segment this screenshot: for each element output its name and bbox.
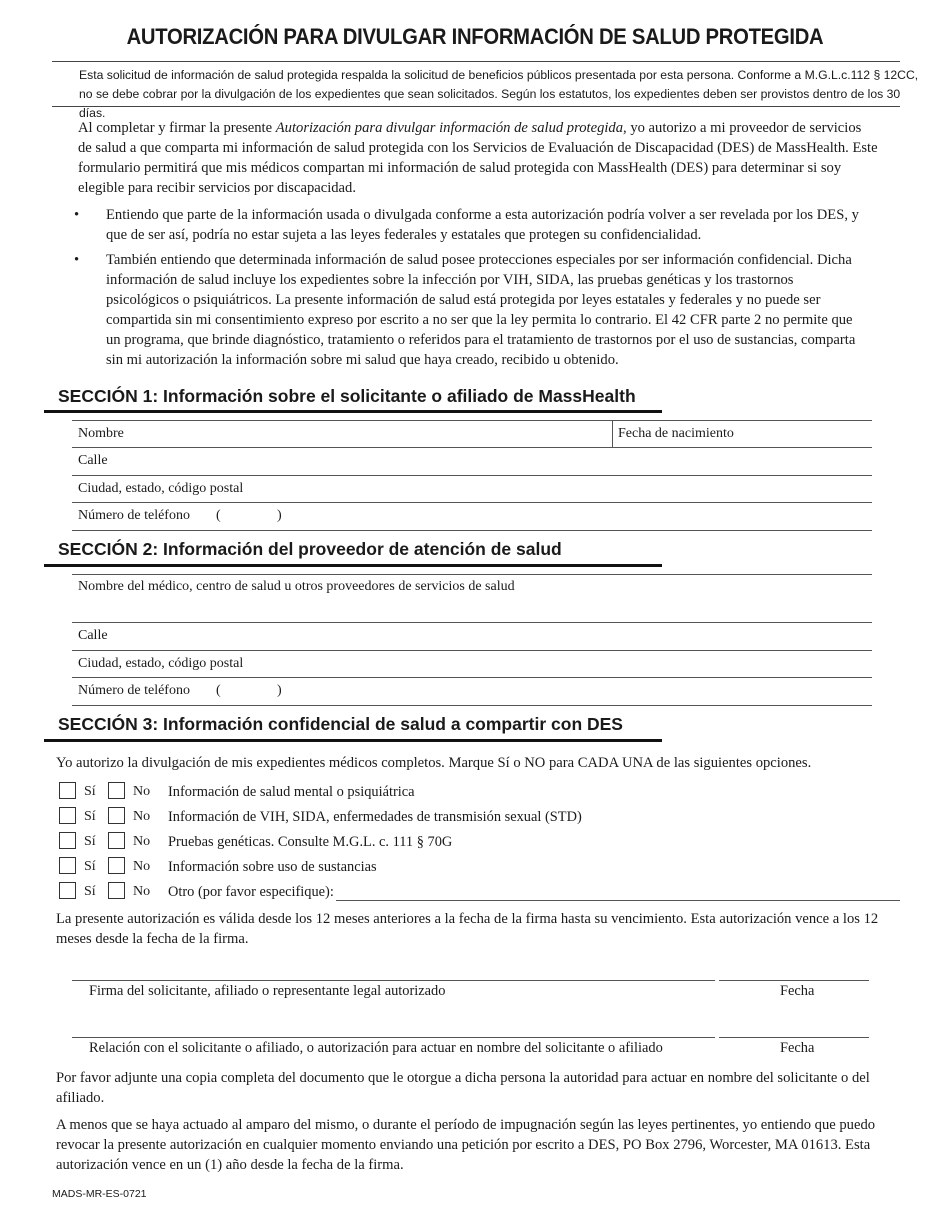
section2-bar — [44, 564, 662, 567]
field-line — [72, 475, 872, 476]
no-checkbox[interactable] — [108, 882, 125, 899]
form-code: MADS-MR-ES-0721 — [52, 1188, 147, 1200]
relationship-line[interactable] — [72, 1037, 715, 1038]
revoke-note: A menos que se haya actuado al amparo del mismo, o durante el período de impugnación según las leyes pertinentes, yo entiendo que puedo revocar la presente autorización en cualquier momento enviando una petición por escrito a DES, PO Box 2796, Worcester, MA 01613. Esta autorización vence en un (1) año desde la fecha de la firma. — [56, 1117, 876, 1173]
signature-label: Firma del solicitante, afiliado o representante legal autorizado — [89, 983, 446, 999]
yes-checkbox[interactable] — [59, 857, 76, 874]
field-divider — [612, 421, 613, 448]
section2-heading: SECCIÓN 2: Información del proveedor de atención de salud — [58, 539, 562, 559]
field-line — [72, 705, 872, 706]
section1-bar — [44, 410, 662, 413]
provider-name-label: Nombre del médico, centro de salud u otros proveedores de servicios de salud — [78, 579, 515, 594]
relationship-date-line[interactable] — [719, 1037, 869, 1038]
yes-label: Sí — [84, 809, 96, 824]
provider-street-label: Calle — [78, 628, 108, 643]
applicant-phone-label: Número de teléfono — [78, 508, 190, 523]
bullet-text: Entiendo que parte de la información usada o divulgada conforme a esta autorización podría volver a ser revelada por los DES, y que de ser así, podría no estar sujeta a las leyes federales y estatales que protegen su confidencialidad. — [106, 207, 859, 243]
field-line — [72, 420, 872, 421]
applicant-street-label: Calle — [78, 453, 108, 468]
notice-rule-bottom — [52, 106, 900, 107]
intro-paragraph — [78, 118, 878, 198]
field-line — [72, 650, 872, 651]
no-label: No — [133, 859, 151, 874]
bullet-dot: • — [74, 207, 80, 223]
option-mental-health: Información de salud mental o psiquiátrica — [168, 784, 415, 800]
provider-phone-paren-close: ) — [277, 683, 282, 698]
option-substance-use: Información sobre uso de sustancias — [168, 859, 377, 875]
title-rule-top — [52, 61, 900, 62]
signature-date-line[interactable] — [719, 980, 869, 981]
no-label: No — [133, 884, 151, 899]
field-line — [72, 530, 872, 531]
applicant-phone-paren-open: ( — [216, 508, 221, 523]
provider-phone-paren-open: ( — [216, 683, 221, 698]
bullet-text: También entiendo que determinada información de salud posee protecciones especiales por ser información confidencial. Dicha información de salud incluye los expedientes sobre la infección por VIH, SIDA, las pruebas genéticas y los trastornos psicológicos o psiquiátricos. La presente información de salud está protegida por leyes estatales y federales y no puede ser compartida sin mi consentimiento expreso por escrito a no ser que la ley permita lo contrario. El 42 CFR parte 2 no permite que un programa, que brinde diagnóstico, tratamiento o referidos para el tratamiento de trastornos por el uso de sustancias, comparta sin mi autorización la información sobre mi salud que haya creado, recibido u obtenido. — [106, 252, 856, 368]
no-label: No — [133, 809, 151, 824]
no-label: No — [133, 834, 151, 849]
signature-line[interactable] — [72, 980, 715, 981]
no-checkbox[interactable] — [108, 782, 125, 799]
field-line — [72, 502, 872, 503]
relationship-label: Relación con el solicitante o afiliado, o autorización para actuar en nombre del solicitante o afiliado — [89, 1040, 663, 1056]
validity-paragraph: La presente autorización es válida desde los 12 meses anteriores a la fecha de la firma hasta su vencimiento. Esta autorización vence a los 12 meses desde la fecha de la firma. — [56, 911, 879, 947]
section3-heading: SECCIÓN 3: Información confidencial de salud a compartir con DES — [58, 714, 623, 734]
provider-phone-label: Número de teléfono — [78, 683, 190, 698]
intro-form-title: Autorización para divulgar información de salud protegida — [275, 120, 624, 136]
applicant-phone-paren-close: ) — [277, 508, 282, 523]
yes-checkbox[interactable] — [59, 882, 76, 899]
section3-bar — [44, 739, 662, 742]
yes-label: Sí — [84, 834, 96, 849]
no-checkbox[interactable] — [108, 832, 125, 849]
no-checkbox[interactable] — [108, 807, 125, 824]
page-title: AUTORIZACIÓN PARA DIVULGAR INFORMACIÓN DE SALUD PROTEGIDA — [126, 24, 824, 49]
provider-city-label: Ciudad, estado, código postal — [78, 656, 244, 671]
applicant-dob-label: Fecha de nacimiento — [618, 426, 734, 441]
yes-label: Sí — [84, 784, 96, 799]
applicant-city-label: Ciudad, estado, código postal — [78, 481, 244, 496]
field-line — [72, 677, 872, 678]
no-checkbox[interactable] — [108, 857, 125, 874]
applicant-name-label: Nombre — [78, 426, 124, 441]
signature-date-label: Fecha — [780, 983, 815, 999]
field-line — [72, 447, 872, 448]
yes-label: Sí — [84, 859, 96, 874]
section3-instruction: Yo autorizo la divulgación de mis expedientes médicos completos. Marque Sí o NO para CADA UNA de las siguientes opciones. — [56, 755, 812, 771]
no-label: No — [133, 784, 151, 799]
option-other: Otro (por favor especifique): — [168, 884, 334, 900]
bullet-dot: • — [74, 252, 80, 268]
relationship-date-label: Fecha — [780, 1040, 815, 1056]
yes-checkbox[interactable] — [59, 832, 76, 849]
attach-note: Por favor adjunte una copia completa del documento que le otorgue a dicha persona la autoridad para actuar en nombre del solicitante o del afiliado. — [56, 1070, 870, 1106]
option-hiv-aids: Información de VIH, SIDA, enfermedades de transmisión sexual (STD) — [168, 809, 582, 825]
other-specify-input[interactable] — [336, 900, 900, 901]
option-genetic-tests: Pruebas genéticas. Consulte M.G.L. c. 111 § 70G — [168, 834, 453, 850]
yes-checkbox[interactable] — [59, 807, 76, 824]
field-line — [72, 574, 872, 575]
intro-text-start: Al completar y firmar la presente — [78, 120, 276, 136]
intro-text-end: , yo autorizo a mi proveedor de servicios de salud a que comparta mi información de salud protegida con los Servicios de Evaluación de Discapacidad (DES) de MassHealth. Este formulario permitirá que mis médicos compartan mi información de salud protegida con MassHealth (DES) para determinar si soy elegible para recibir servicios por discapacidad. — [78, 120, 878, 196]
notice-text: Esta solicitud de información de salud protegida respalda la solicitud de beneficios públicos presentada por esta persona. Conforme a M.G.L.c.112 § 12CC, no se debe cobrar por la divulgación de los expedientes que sean solicitados. Según los estatutos, los expedientes deben ser provistos dentro de los 30 días. — [79, 68, 919, 120]
yes-checkbox[interactable] — [59, 782, 76, 799]
field-line — [72, 622, 872, 623]
section1-heading: SECCIÓN 1: Información sobre el solicitante o afiliado de MassHealth — [58, 386, 636, 406]
yes-label: Sí — [84, 884, 96, 899]
